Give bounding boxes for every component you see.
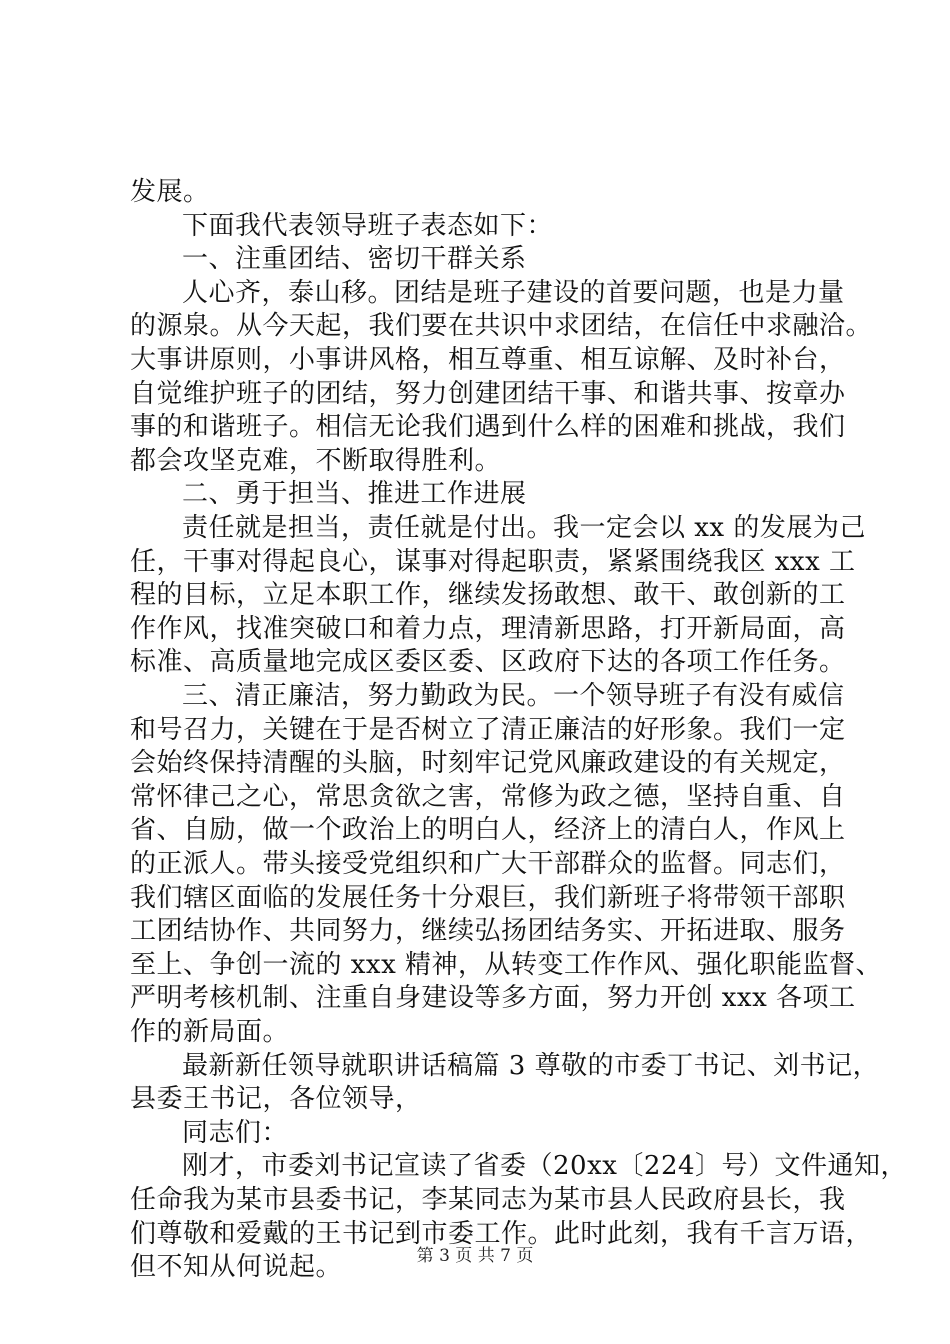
paragraph-line: 任命我为某市县委书记，李某同志为某市县人民政府县长，我 [130,1185,846,1215]
paragraph-line: 作的新局面。 [130,1017,290,1047]
paragraph-line: 但不知从何说起。 [130,1252,343,1282]
paragraph-line: 事的和谐班子。相信无论我们遇到什么样的困难和挑战，我们 [130,412,846,442]
paragraph-line: 同志们： [182,1118,289,1148]
paragraph-line: 们尊敬和爱戴的王书记到市委工作。此时此刻，我有千言万语， [130,1219,873,1249]
paragraph-line: 标准、高质量地完成区委区委、区政府下达的各项工作任务。 [130,647,846,677]
paragraph-line: 县委王书记，各位领导， [130,1084,422,1114]
paragraph-line: 人心齐，泰山移。团结是班子建设的首要问题，也是力量 [182,278,845,308]
paragraph-line: 我们辖区面临的发展任务十分艰巨，我们新班子将带领干部职 [130,883,846,913]
paragraph-line: 的正派人。带头接受党组织和广大干部群众的监督。同志们， [130,849,846,879]
paragraph-line: 和号召力，关键在于是否树立了清正廉洁的好形象。我们一定 [130,715,846,745]
paragraph-line: 严明考核机制、注重自身建设等多方面，努力开创 xxx 各项工 [130,983,856,1013]
section-heading: 一、注重团结、密切干群关系 [182,244,527,274]
paragraph-line: 会始终保持清醒的头脑，时刻牢记党风廉政建设的有关规定， [130,748,846,778]
paragraph-line: 大事讲原则，小事讲风格，相互尊重、相互谅解、及时补台， [130,345,846,375]
paragraph-line: 刚才，市委刘书记宣读了省委（20xx〔224〕号）文件通知， [182,1151,908,1181]
paragraph-line: 下面我代表领导班子表态如下： [182,211,554,241]
paragraph-line: 自觉维护班子的团结，努力创建团结干事、和谐共事、按章办 [130,379,846,409]
paragraph-line: 常怀律己之心，常思贪欲之害，常修为政之德，坚持自重、自 [130,782,846,812]
paragraph-line: 三、清正廉洁，努力勤政为民。一个领导班子有没有威信 [182,681,845,711]
paragraph-line: 作作风，找准突破口和着力点，理清新思路，打开新局面，高 [130,614,846,644]
paragraph-line: 省、自励，做一个政治上的明白人，经济上的清白人，作风上 [130,815,846,845]
paragraph-line: 的源泉。从今天起，我们要在共识中求团结，在信任中求融洽。 [130,311,873,341]
paragraph-line: 工团结协作、共同努力，继续弘扬团结务实、开拓进取、服务 [130,916,846,946]
section-heading: 二、勇于担当、推进工作进展 [182,479,527,509]
page-indicator: 第 3 页 共 7 页 [416,1246,534,1266]
paragraph-line: 发展。 [130,177,210,207]
paragraph-line: 程的目标，立足本职工作，继续发扬敢想、敢干、敢创新的工 [130,580,846,610]
paragraph-line: 责任就是担当，责任就是付出。我一定会以 xx 的发展为己 [182,513,866,543]
paragraph-line: 任，干事对得起良心，谋事对得起职责，紧紧围绕我区 xxx 工 [130,547,856,577]
paragraph-line: 都会攻坚克难，不断取得胜利。 [130,446,502,476]
paragraph-line: 最新新任领导就职讲话稿篇 3 尊敬的市委丁书记、刘书记， [182,1051,880,1081]
paragraph-line: 至上、争创一流的 xxx 精神，从转变工作作风、强化职能监督、 [130,950,883,980]
